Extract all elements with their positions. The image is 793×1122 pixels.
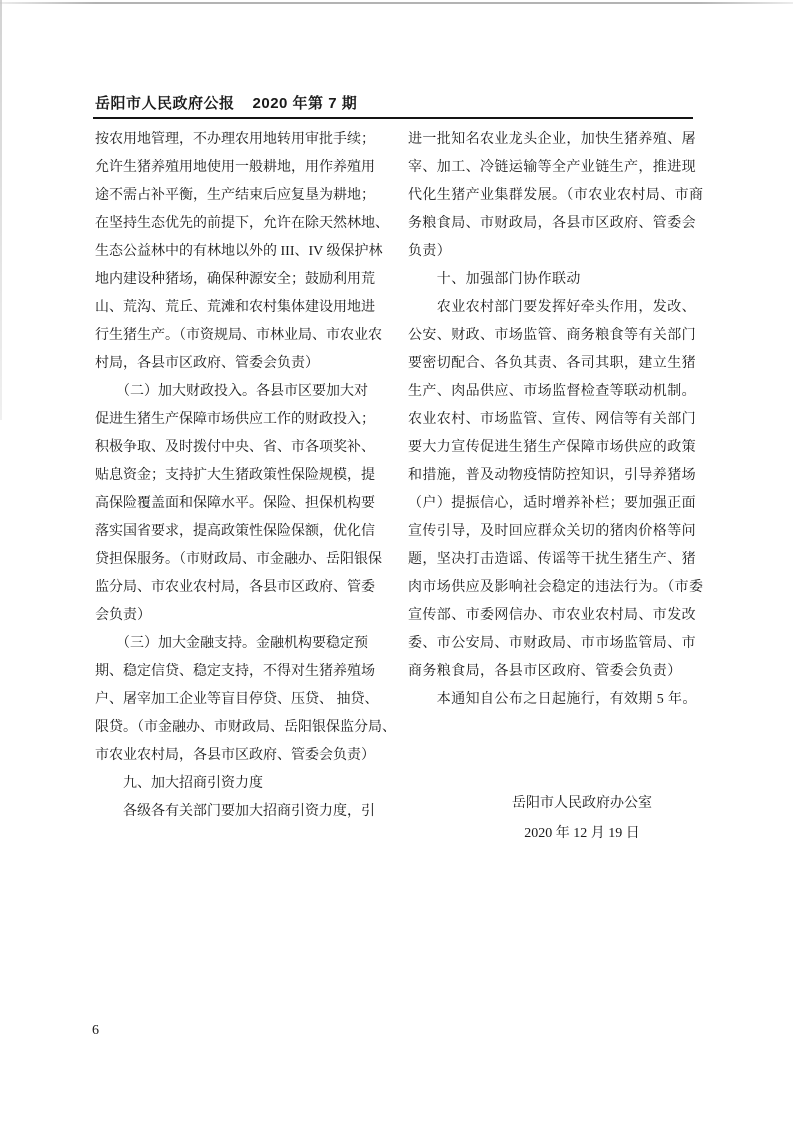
text-line: （户）提振信心，适时增养补栏；要加强正面 [408, 496, 696, 511]
text-line: 市农业农村局，各县市区政府、管委会负责） [95, 748, 375, 763]
right-column [408, 126, 718, 714]
text-line: 宰、加工、冷链运输等全产业链生产，推进现 [408, 160, 696, 175]
text-line: 会负责） [95, 608, 151, 623]
signature-org: 岳阳市人民政府办公室 [512, 796, 652, 811]
text-line: 高保险覆盖面和保障水平。保险、担保机构要 [95, 496, 375, 511]
text-line: 途不需占补平衡，生产结束后应复垦为耕地； [95, 188, 375, 203]
text-line: 公安、财政、市场监管、商务粮食等有关部门 [408, 328, 696, 343]
text-line: 贴息资金；支持扩大生猪政策性保险规模，提 [95, 468, 375, 483]
text-line: 村局，各县市区政府、管委会负责） [95, 356, 319, 371]
text-line: 委、市公安局、市财政局、市市场监管局、市 [408, 636, 696, 651]
text-line: 生态公益林中的有林地以外的 III、IV 级保护林 [95, 244, 383, 259]
text-line: 积极争取、及时拨付中央、省、市各项奖补、 [95, 440, 375, 455]
text-line: 山、荒沟、荒丘、荒滩和农村集体建设用地进 [95, 300, 375, 315]
text-line: 按农用地管理，不办理农用地转用审批手续； [95, 132, 375, 147]
issue-label: 2020 年第 7 期 [252, 95, 358, 112]
page-edge-left [0, 0, 2, 420]
text-line: 十、加强部门协作联动 [408, 272, 581, 287]
text-line: 监分局、市农业农村局，各县市区政府、管委 [95, 580, 375, 595]
text-line: 和措施，普及动物疫情防控知识，引导养猪场 [408, 468, 696, 483]
signature-block [512, 789, 652, 849]
text-line: 期、稳定信贷、稳定支持，不得对生猪养殖场 [95, 664, 375, 679]
text-line: 要大力宣传促进生猪生产保障市场供应的政策 [408, 440, 696, 455]
text-line: 宣传引导，及时回应群众关切的猪肉价格等问 [408, 524, 696, 539]
text-line: 地内建设种猪场，确保种源安全；鼓励利用荒 [95, 272, 375, 287]
text-line: 促进生猪生产保障市场供应工作的财政投入； [95, 412, 375, 427]
text-line: 各级各有关部门要加大招商引资力度，引 [95, 804, 375, 819]
text-line: 生产、肉品供应、市场监督检查等联动机制。 [408, 384, 696, 399]
page-header [95, 92, 357, 113]
page-edge-top [0, 2, 793, 4]
text-line: 肉市场供应及影响社会稳定的违法行为。（市委 [408, 580, 704, 595]
text-line: 题，坚决打击造谣、传谣等干扰生猪生产、猪 [408, 552, 696, 567]
text-line: 九、加大招商引资力度 [95, 776, 263, 791]
text-line: （二）加大财政投入。各县市区要加大对 [95, 384, 368, 399]
text-line: 宣传部、市委网信办、市农业农村局、市发改 [408, 608, 696, 623]
page-number: 6 [92, 1023, 99, 1038]
text-line: 贷担保服务。（市财政局、市金融办、岳阳银保 [95, 552, 382, 567]
text-line: 行生猪生产。（市资规局、市林业局、市农业农 [95, 328, 382, 343]
text-line: 落实国省要求，提高政策性保险保额，优化信 [95, 524, 375, 539]
text-line: 在坚持生态优先的前提下，允许在除天然林地、 [95, 216, 389, 231]
text-line: 商务粮食局，各县市区政府、管委会负责） [408, 664, 682, 679]
text-line: 农业农村、市场监管、宣传、网信等有关部门 [408, 412, 696, 427]
gazette-title: 岳阳市人民政府公报 [95, 95, 235, 112]
header-rule [93, 117, 693, 119]
text-line: 本通知自公布之日起施行，有效期 5 年。 [408, 692, 697, 707]
text-line: 代化生猪产业集群发展。（市农业农村局、市商 [408, 188, 704, 203]
text-line: 进一批知名农业龙头企业，加快生猪养殖、屠 [408, 132, 696, 147]
text-line: 农业农村部门要发挥好牵头作用，发改、 [408, 300, 696, 315]
text-line: （三）加大金融支持。金融机构要稳定预 [95, 636, 368, 651]
left-column [95, 126, 395, 826]
signature-date: 2020 年 12 月 19 日 [524, 826, 640, 841]
text-line: 户、屠宰加工企业等盲目停贷、压贷、 抽贷、 [95, 692, 379, 707]
text-line: 允许生猪养殖用地使用一般耕地，用作养殖用 [95, 160, 375, 175]
text-line: 限贷。（市金融办、市财政局、岳阳银保监分局、 [95, 720, 396, 735]
text-line: 负责） [408, 244, 452, 259]
text-line: 务粮食局、市财政局，各县市区政府、管委会 [408, 216, 696, 231]
text-line: 要密切配合、各负其责、各司其职，建立生猪 [408, 356, 696, 371]
